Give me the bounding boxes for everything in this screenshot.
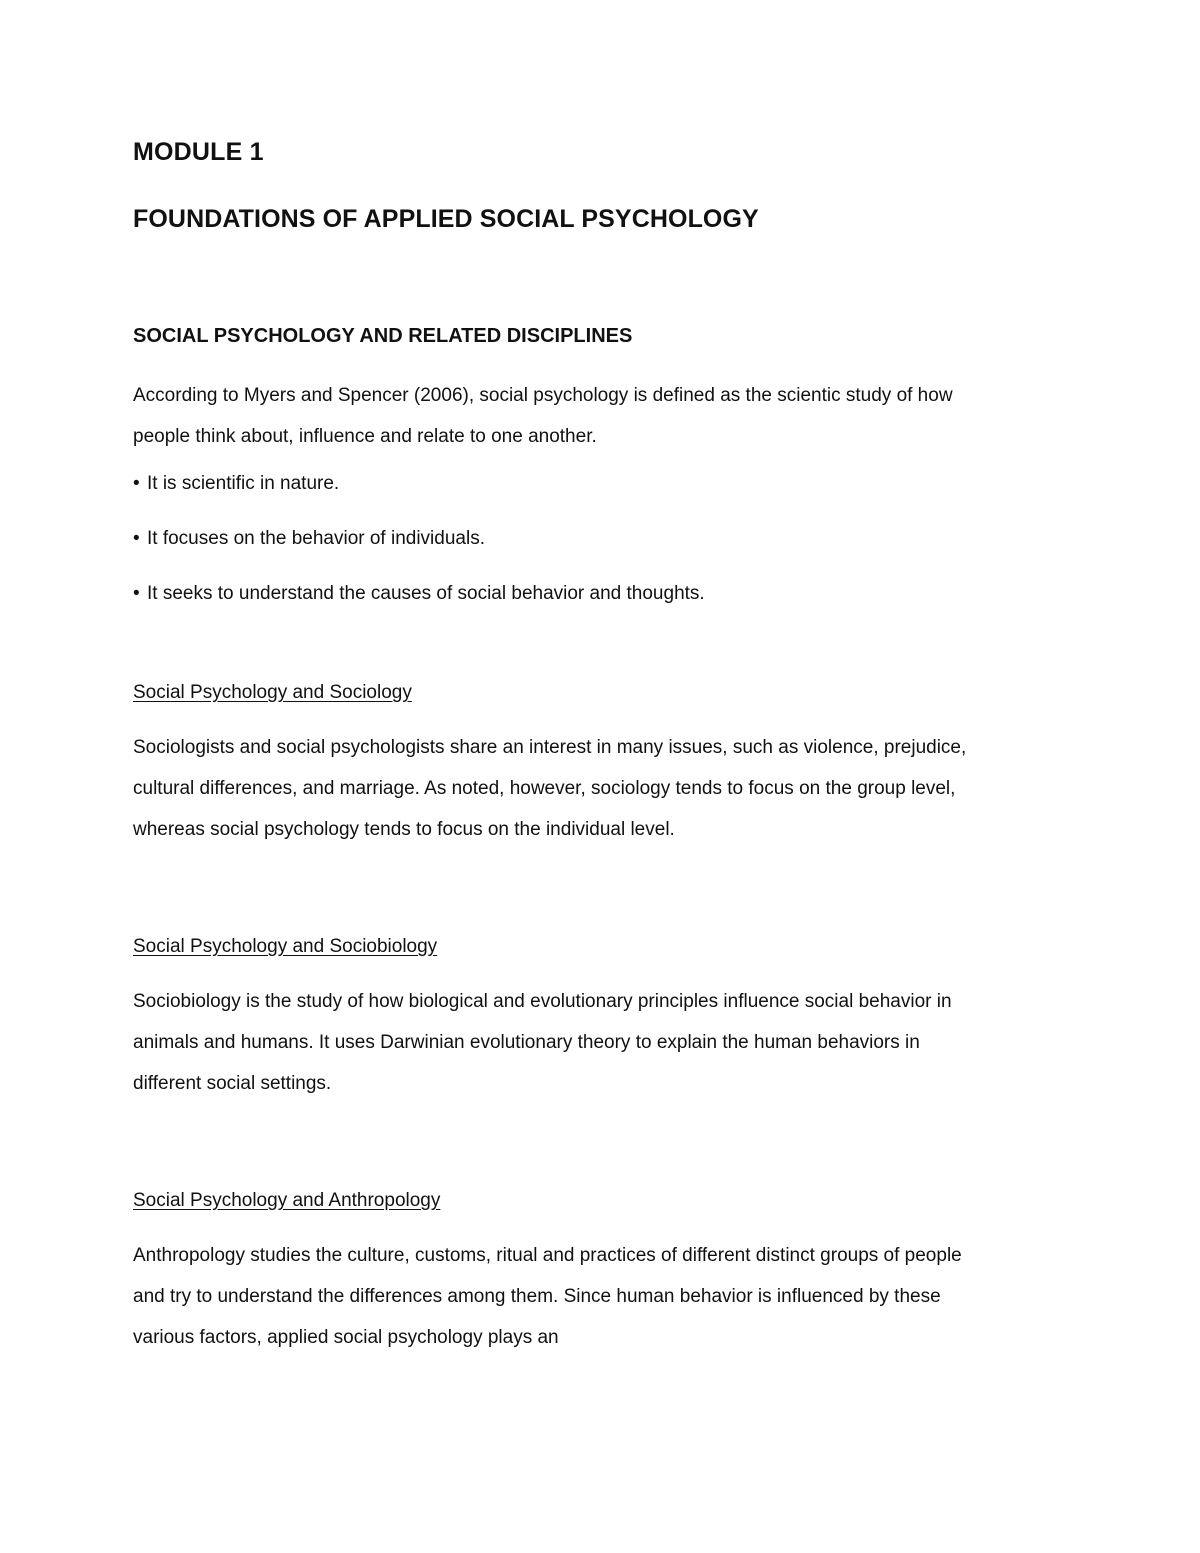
intro-paragraph: According to Myers and Spencer (2006), social psychology is defined as the scientic study of how people think about, influence and relate to one another. [133, 385, 953, 447]
subsection-heading: Social Psychology and Anthropology [133, 1190, 441, 1211]
subsection-anthropology [133, 1187, 973, 1358]
module-label: MODULE 1 [133, 138, 264, 166]
bullet-list [133, 470, 973, 608]
subsection-heading: Social Psychology and Sociobiology [133, 936, 438, 957]
bullet-icon: • [133, 473, 140, 494]
list-item [133, 525, 973, 553]
document-content [133, 135, 973, 1358]
bullet-text: It seeks to understand the causes of social behavior and thoughts. [147, 583, 705, 604]
bullet-icon: • [133, 583, 140, 604]
subsection-body: Sociologists and social psychologists share an interest in many issues, such as violence, prejudice, cultural differences, and marriage. As noted, however, sociology tends to focus on the group level, whereas social psychology tends to focus on the individual level. [133, 737, 967, 840]
subsection-body: Sociobiology is the study of how biological and evolutionary principles influence social behavior in animals and humans. It uses Darwinian evolutionary theory to explain the human behaviors in different social settings. [133, 991, 952, 1094]
bullet-text: It is scientific in nature. [147, 473, 340, 494]
subsection-body: Anthropology studies the culture, customs, ritual and practices of different distinct groups of people and try to understand the differences among them. Since human behavior is influenced by these various factors, applied social psychology plays an [133, 1245, 962, 1348]
subsection-heading: Social Psychology and Sociology [133, 682, 412, 703]
list-item [133, 580, 973, 608]
list-item [133, 470, 973, 498]
subsection-sociobiology [133, 933, 973, 1104]
document-title: FOUNDATIONS OF APPLIED SOCIAL PSYCHOLOGY [133, 205, 759, 233]
bullet-icon: • [133, 528, 140, 549]
section-heading: SOCIAL PSYCHOLOGY AND RELATED DISCIPLINES [133, 325, 633, 347]
bullet-text: It focuses on the behavior of individuals. [147, 528, 485, 549]
subsection-sociology [133, 679, 973, 850]
